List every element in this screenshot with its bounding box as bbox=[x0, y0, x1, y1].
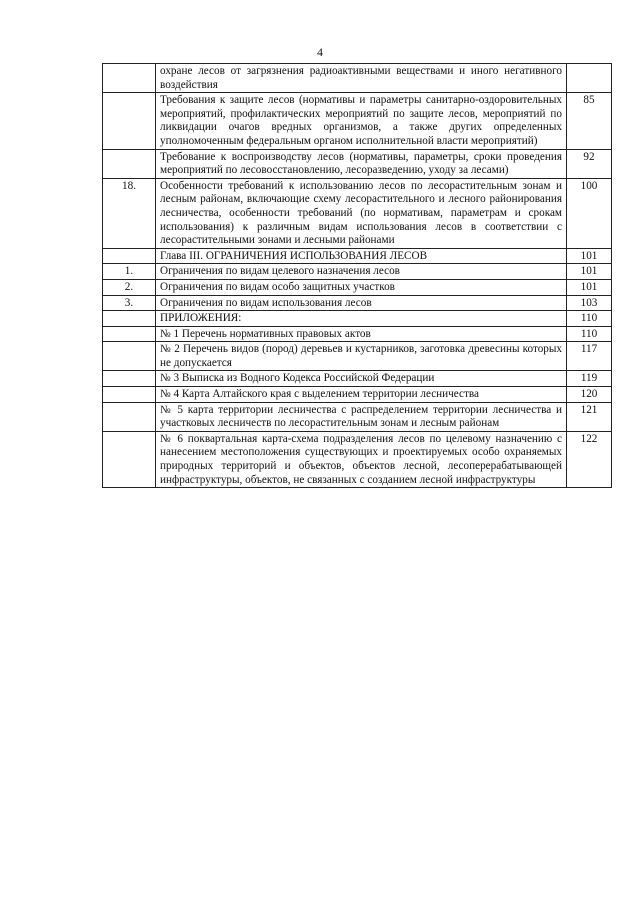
toc-row bbox=[103, 311, 612, 327]
toc-row bbox=[103, 149, 612, 178]
table-of-contents bbox=[102, 63, 612, 488]
toc-row bbox=[103, 342, 612, 371]
toc-row-page: 119 bbox=[567, 371, 612, 387]
toc-row-number bbox=[103, 342, 156, 371]
toc-body bbox=[103, 64, 612, 488]
toc-row-title: Ограничения по видам особо защитных участков bbox=[156, 279, 567, 295]
toc-row-page: 101 bbox=[567, 248, 612, 264]
toc-row-title: № 4 Карта Алтайского края с выделением территории лесничества bbox=[156, 387, 567, 403]
toc-row-page: 110 bbox=[567, 326, 612, 342]
toc-row-number bbox=[103, 248, 156, 264]
toc-row-page: 100 bbox=[567, 178, 612, 248]
toc-row bbox=[103, 387, 612, 403]
toc-row-title: Ограничения по видам целевого назначения лесов bbox=[156, 264, 567, 280]
toc-row-title: Требования к защите лесов (нормативы и параметры санитарно-оздоровительных мероприятий, профилактических мероприятий по защите лесов, мероприятий по ликвидации очагов вредных организмов, а также других определенных уполномоченным федеральным органом исполнительной власти мероприятий) bbox=[156, 93, 567, 149]
toc-row bbox=[103, 295, 612, 311]
toc-row-number bbox=[103, 311, 156, 327]
toc-row bbox=[103, 402, 612, 431]
toc-row-title: Глава III. ОГРАНИЧЕНИЯ ИСПОЛЬЗОВАНИЯ ЛЕСОВ bbox=[156, 248, 567, 264]
toc-row-page: 117 bbox=[567, 342, 612, 371]
toc-row-number bbox=[103, 371, 156, 387]
toc-row bbox=[103, 64, 612, 93]
toc-row-number: 1. bbox=[103, 264, 156, 280]
toc-row-number: 18. bbox=[103, 178, 156, 248]
toc-row-page: 110 bbox=[567, 311, 612, 327]
toc-row-number bbox=[103, 149, 156, 178]
toc-row bbox=[103, 264, 612, 280]
toc-row bbox=[103, 279, 612, 295]
toc-row-title: № 5 карта территории лесничества с распределением территории лесничества и участковых лесничеств по лесорастительным зонам и лесным районам bbox=[156, 402, 567, 431]
toc-row-title: № 1 Перечень нормативных правовых актов bbox=[156, 326, 567, 342]
toc-row-page: 85 bbox=[567, 93, 612, 149]
toc-row-number bbox=[103, 387, 156, 403]
toc-row-title: Ограничения по видам использования лесов bbox=[156, 295, 567, 311]
page-number: 4 bbox=[317, 45, 323, 59]
toc-row bbox=[103, 93, 612, 149]
toc-row-title: № 6 поквартальная карта-схема подразделения лесов по целевому назначению с нанесением местоположения существующих и проектируемых особо охраняемых природных территорий и объектов, объектов лесной, лесоперерабатывающей инфраструктуры, объектов, не связанных с созданием лесной инфраструктуры bbox=[156, 431, 567, 487]
toc-row-number bbox=[103, 431, 156, 487]
toc-row-number bbox=[103, 326, 156, 342]
toc-row-page: 103 bbox=[567, 295, 612, 311]
toc-row-number: 3. bbox=[103, 295, 156, 311]
toc-row-page: 122 bbox=[567, 431, 612, 487]
toc-row-number bbox=[103, 93, 156, 149]
toc-row-title: Требование к воспроизводству лесов (нормативы, параметры, сроки проведения мероприятий по лесовосстановлению, лесоразведению, уходу за лесами) bbox=[156, 149, 567, 178]
toc-row bbox=[103, 371, 612, 387]
toc-row bbox=[103, 431, 612, 487]
toc-row-title: охране лесов от загрязнения радиоактивными веществами и иного негативного воздействия bbox=[156, 64, 567, 93]
toc-row-title: № 3 Выписка из Водного Кодекса Российской Федерации bbox=[156, 371, 567, 387]
toc-row-number: 2. bbox=[103, 279, 156, 295]
toc-row-page: 101 bbox=[567, 279, 612, 295]
toc-row-page: 120 bbox=[567, 387, 612, 403]
toc-row-page: 121 bbox=[567, 402, 612, 431]
toc-row bbox=[103, 326, 612, 342]
toc-row-page bbox=[567, 64, 612, 93]
toc-row bbox=[103, 248, 612, 264]
toc-row-page: 101 bbox=[567, 264, 612, 280]
toc-row-number bbox=[103, 64, 156, 93]
toc-row-title: № 2 Перечень видов (пород) деревьев и кустарников, заготовка древесины которых не допускается bbox=[156, 342, 567, 371]
toc-row-page: 92 bbox=[567, 149, 612, 178]
toc-row bbox=[103, 178, 612, 248]
toc-row-title: ПРИЛОЖЕНИЯ: bbox=[156, 311, 567, 327]
toc-row-title: Особенности требований к использованию лесов по лесорастительным зонам и лесным районам, включающие схему лесорастительного и лесного районирования лесничества, особенности требований (по нормативам, параметрам и срокам использования) к различным видам использования лесов в соответствии с лесорастительными зонами и лесными районами bbox=[156, 178, 567, 248]
toc-row-number bbox=[103, 402, 156, 431]
